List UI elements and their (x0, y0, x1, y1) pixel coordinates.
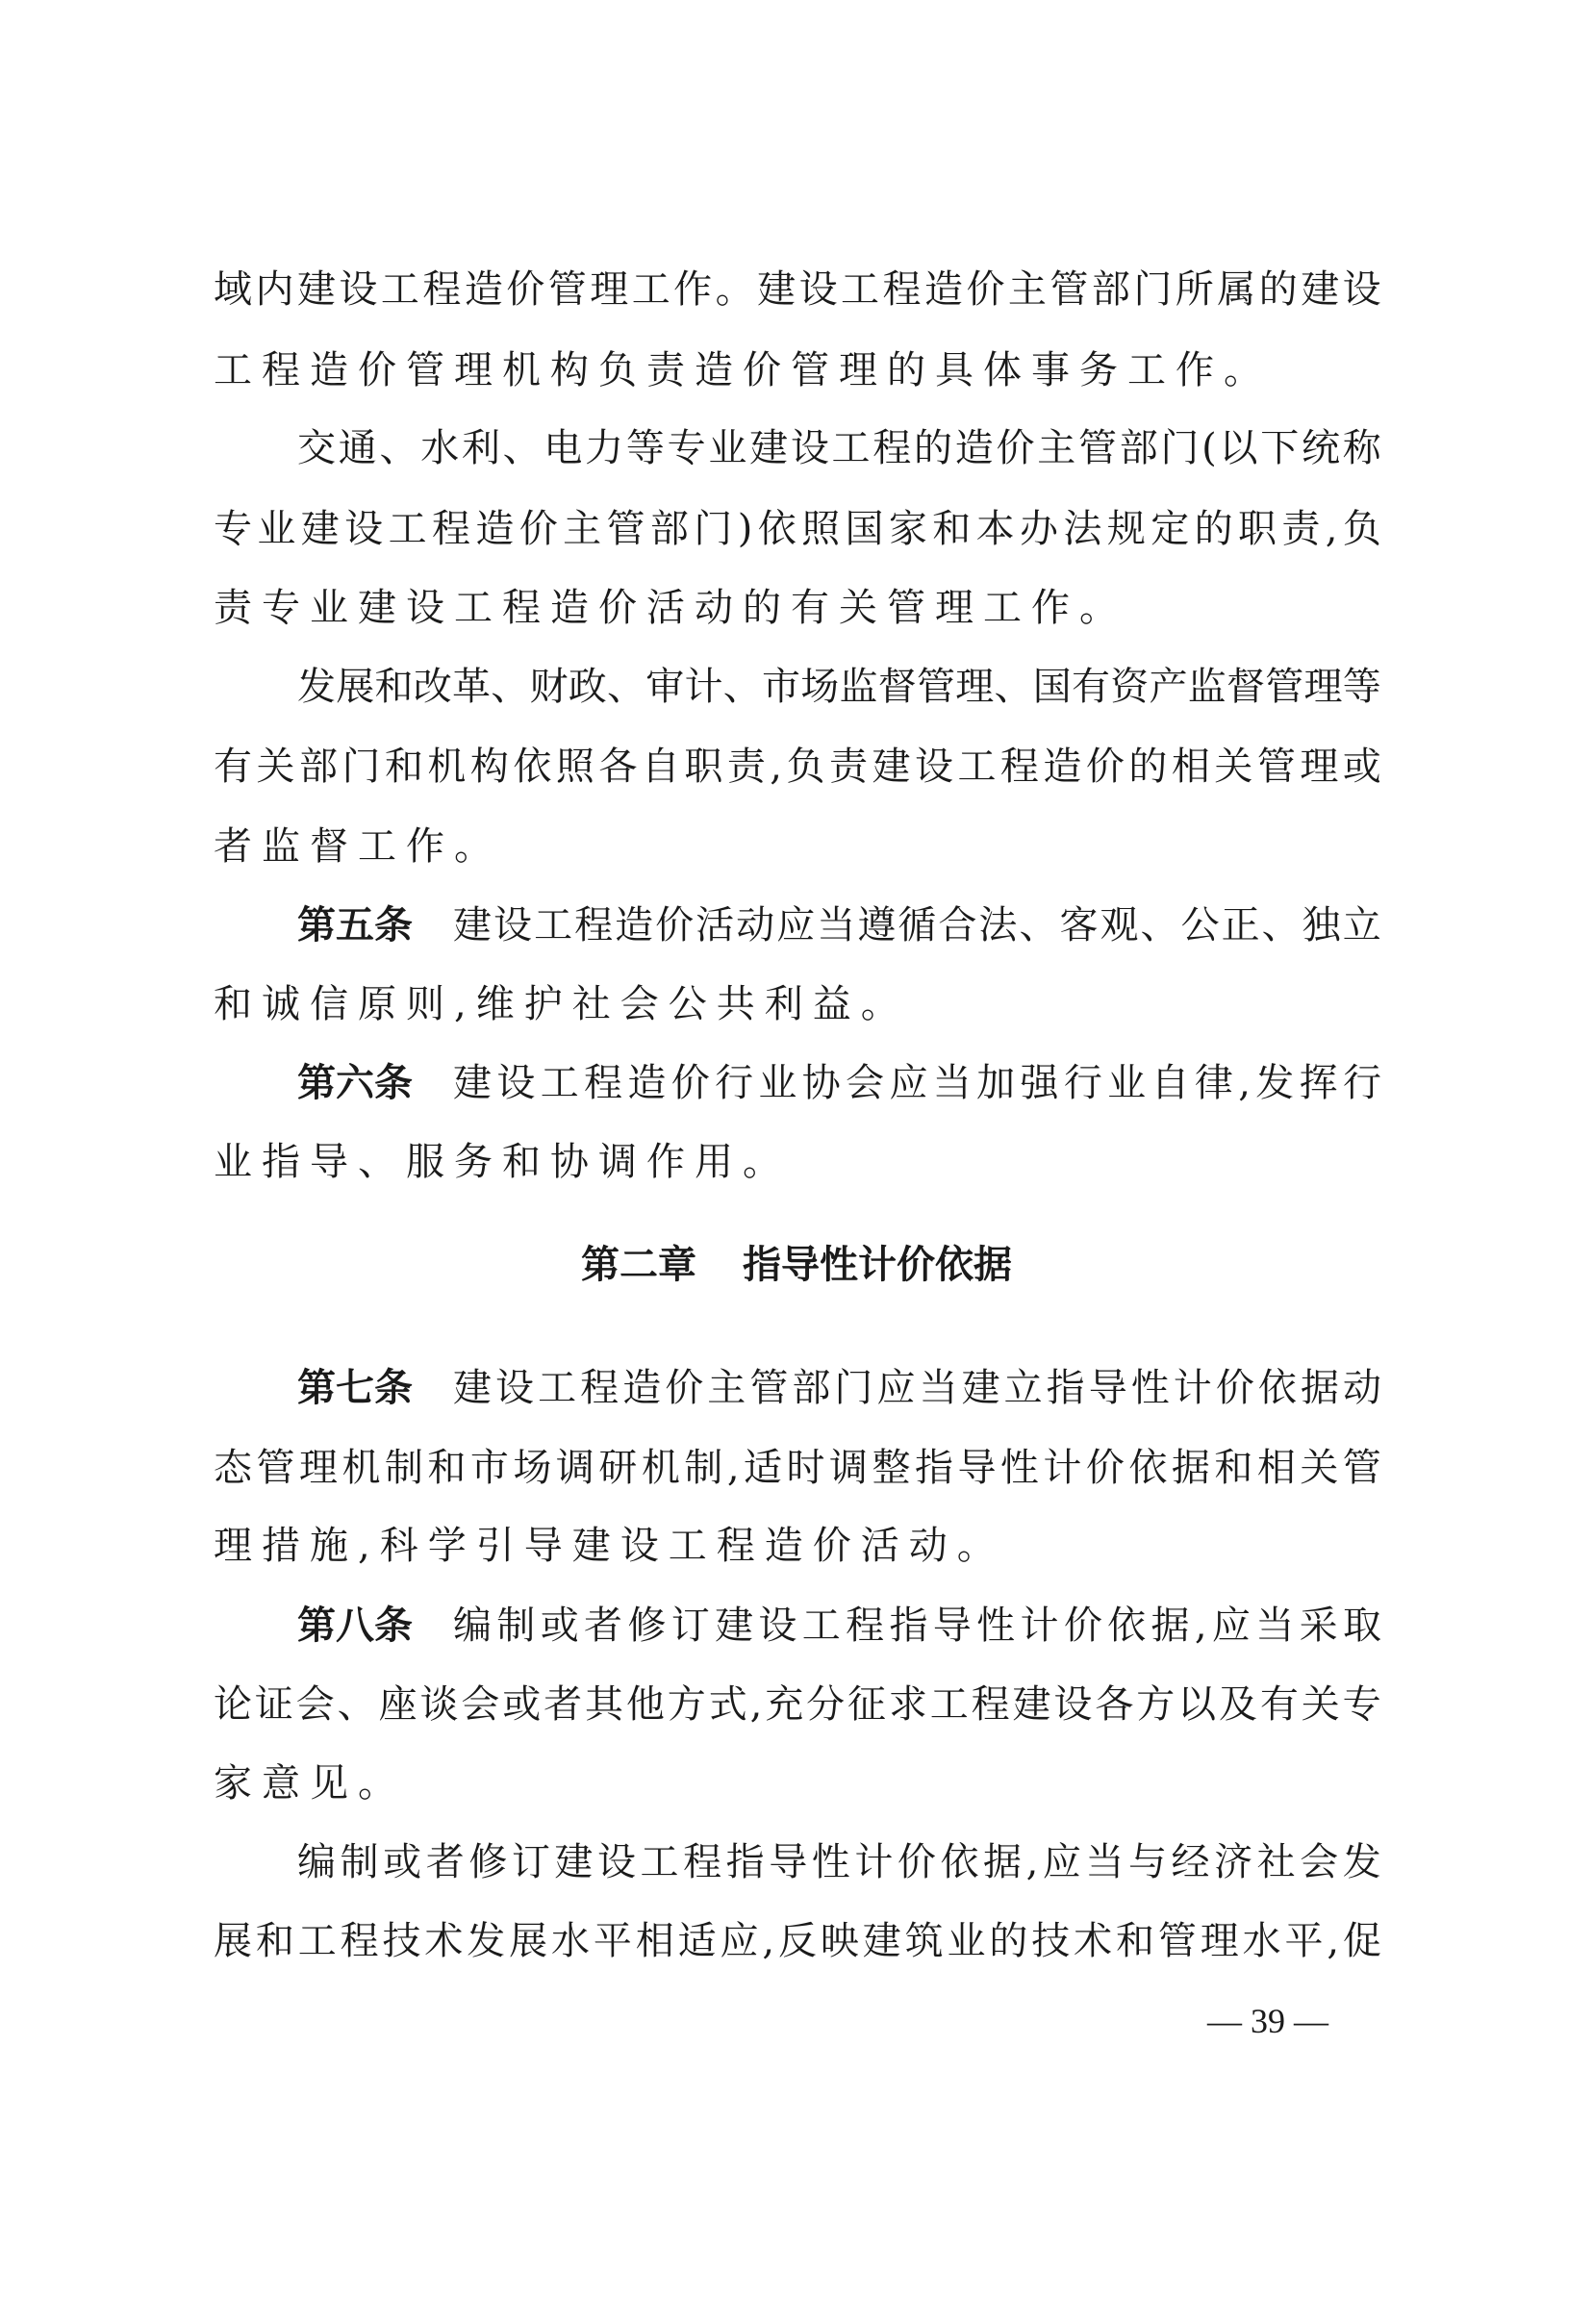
line-text: 者监督工作。 (214, 824, 502, 869)
text-line (214, 738, 1381, 796)
text-line (214, 975, 1381, 1033)
line-text: 编 制 或 者 修 订 建 设 工 程 指 导 性 计 价 依 据 , 应 当 与 经 济 社 会 发 (297, 1840, 1381, 1884)
text-line (214, 579, 1381, 637)
line-text: 责专业建设工程造价活动的有关管理工作。 (214, 586, 1127, 630)
text-line (214, 500, 1381, 558)
line-text: 交 通 、 水 利 、 电 力 等 专 业 建 设 工 程 的 造 价 主 管 部 门 ( 以 下 统 称 (297, 426, 1381, 470)
text-line (214, 1517, 1381, 1575)
article-7-line (297, 1359, 1381, 1417)
chapter-heading (0, 1236, 1593, 1294)
line-text: 建 设 工 程 造 价 活 动 应 当 遵 循 合 法 、 客 观 、 公 正 、 独 立 (453, 903, 1381, 947)
line-text: 展 和 工 程 技 术 发 展 水 平 相 适 应 , 反 映 建 筑 业 的 技 术 和 管 理 水 平 , 促 (214, 1919, 1381, 1963)
line-text: 有 关 部 门 和 机 构 依 照 各 自 职 责 , 负 责 建 设 工 程 造 价 的 相 关 管 理 或 (214, 745, 1381, 789)
line-text: 和诚信原则,维护社会公共利益。 (214, 982, 909, 1026)
line-text: 编 制 或 者 修 订 建 设 工 程 指 导 性 计 价 依 据 , 应 当 采 取 (453, 1604, 1381, 1648)
text-line (214, 261, 1381, 318)
article-label: 第七条 (297, 1366, 413, 1410)
article-6-line (297, 1054, 1381, 1112)
line-text: 建 设 工 程 造 价 主 管 部 门 应 当 建 立 指 导 性 计 价 依 据 动 (453, 1366, 1381, 1410)
text-line (214, 1912, 1381, 1970)
text-line (214, 1133, 1381, 1191)
line-text: 态 管 理 机 制 和 市 场 调 研 机 制 , 适 时 调 整 指 导 性 计 价 依 据 和 相 关 管 (214, 1446, 1381, 1490)
chapter-title: 指导性计价依据 (743, 1243, 1012, 1287)
article-8-line (297, 1597, 1381, 1655)
line-text: 家意见。 (214, 1761, 406, 1806)
text-line (214, 341, 1381, 399)
article-label: 第八条 (297, 1604, 413, 1648)
line-text: 建 设 工 程 造 价 行 业 协 会 应 当 加 强 行 业 自 律 , 发 挥 行 (453, 1061, 1381, 1105)
line-text: 论 证 会 、 座 谈 会 或 者 其 他 方 式 , 充 分 征 求 工 程 建 设 各 方 以 及 有 关 专 (214, 1682, 1381, 1727)
text-line (297, 658, 1381, 716)
text-line (214, 1755, 1381, 1812)
chapter-number: 第二章 (581, 1243, 696, 1287)
line-text: 工程造价管理机构负责造价管理的具体事务工作。 (214, 348, 1272, 392)
line-text: 专 业 建 设 工 程 造 价 主 管 部 门 ) 依 照 国 家 和 本 办 法 规 定 的 职 责 , 负 (214, 507, 1381, 551)
text-line (214, 1439, 1381, 1497)
article-5-line (297, 897, 1381, 954)
article-label: 第六条 (297, 1061, 413, 1105)
line-text: 发 展 和 改 革 、 财 政 、 审 计 、 市 场 监 督 管 理 、 国 有 资 产 监 督 管 理 等 (297, 665, 1381, 709)
text-line (214, 1676, 1381, 1733)
line-text: 理措施,科学引导建设工程造价活动。 (214, 1524, 1005, 1568)
text-line (297, 1833, 1381, 1891)
line-text: 业指导、服务和协调作用。 (214, 1140, 791, 1184)
article-label: 第五条 (297, 903, 413, 947)
line-text: 域 内 建 设 工 程 造 价 管 理 工 作 。 建 设 工 程 造 价 主 管 部 门 所 属 的 建 设 (214, 267, 1381, 312)
page-number: — 39 — (1207, 2002, 1328, 2040)
text-line (214, 818, 1381, 875)
text-line (297, 419, 1381, 477)
